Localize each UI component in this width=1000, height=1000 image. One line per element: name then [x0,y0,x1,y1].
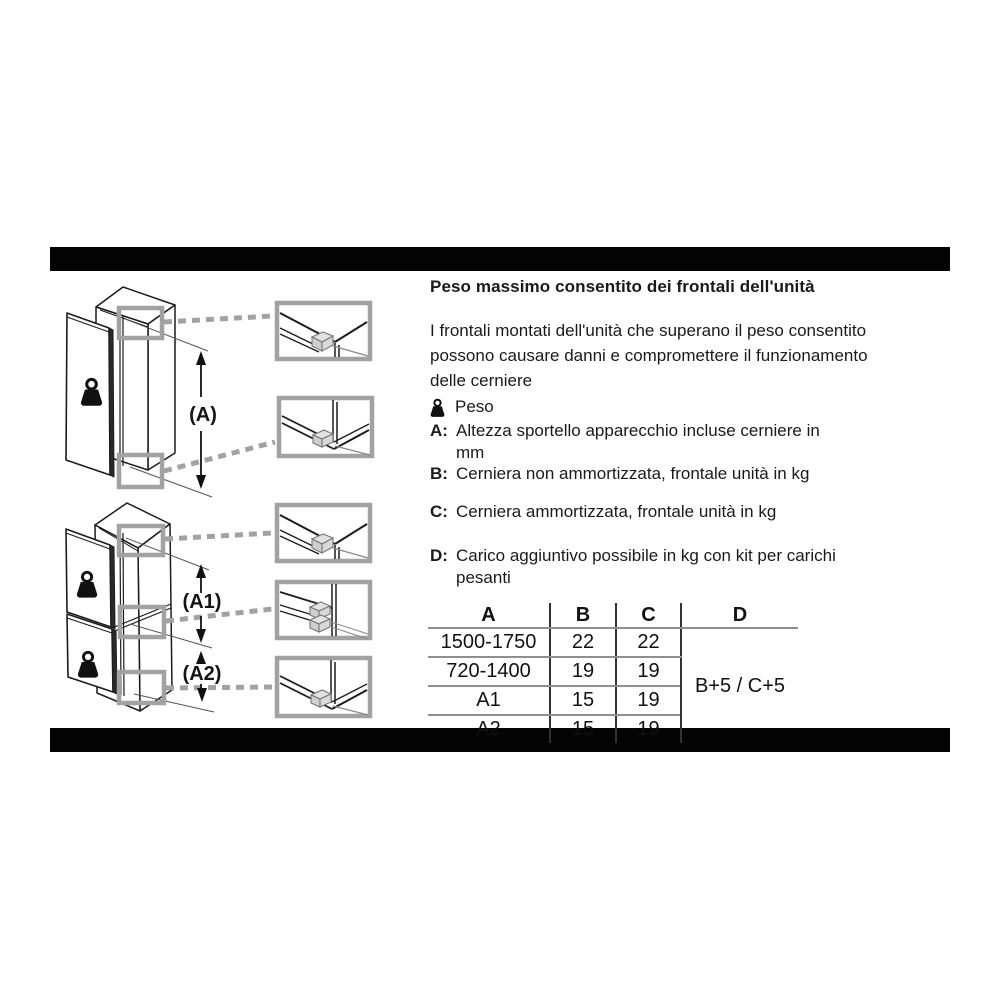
page-title: Peso massimo consentito dei frontali dell'unità [430,277,815,296]
cell-c: 19 [616,657,681,686]
hinge-detail-box [277,658,370,716]
figure-double-door [50,498,425,735]
definition-key: B: [430,464,448,483]
hinge-detail-box [277,505,370,561]
dimension-label-a1: (A1) [182,591,222,613]
definition-d [430,545,947,588]
definition-text: Altezza sportello apparecchio incluse cerniere in [456,421,820,440]
intro-line: possono causare danni e compromettere il funzionamento [430,346,868,365]
col-header-d: D [681,603,798,628]
peso-legend [430,396,947,418]
intro-paragraph [430,318,947,393]
definition-b [430,463,947,485]
definition-key: A: [430,421,448,440]
hinge-detail-box [277,303,370,359]
col-header-c: C [616,603,681,628]
callout-dashed-line [164,316,272,322]
callout-dashed-line [165,533,272,539]
cell-a: A2 [476,718,501,740]
cell-c: 22 [616,628,681,657]
definition-a [430,420,947,463]
weight-table [428,603,798,743]
hinge-detail-box [279,398,372,456]
hinge-detail-box [277,582,370,639]
cell-b: 15 [550,715,616,743]
cell-c: 19 [616,715,681,743]
definition-text: mm [456,442,485,462]
definition-text: pesanti [456,567,511,587]
definition-text: Carico aggiuntivo possibile in kg con kit per carichi [456,546,836,565]
definition-key: C: [430,501,448,521]
intro-line: I frontali montati dell'unità che superano il peso consentito [430,321,867,340]
cell-b: 19 [550,657,616,686]
top-divider-bar [50,247,950,271]
cell-b: 15 [550,686,616,715]
cell-b: 22 [550,628,616,657]
cell-c: 19 [616,686,681,715]
col-header-a: A [428,603,550,628]
figure-single-door [50,285,425,505]
cell-d-merged: B+5 / C+5 [681,628,798,743]
peso-label: Peso [455,397,494,416]
cell-a: 720-1400 [428,657,550,686]
definition-list [430,420,947,588]
col-header-b: B [550,603,616,628]
definition-c [430,501,947,523]
text-column [430,277,947,743]
cell-a: 1500-1750 [428,628,550,657]
callout-dashed-line [166,687,272,688]
weight-icon [430,398,445,417]
definition-key: D: [430,546,448,565]
cell-a: A1 [428,686,550,715]
definition-text: Cerniera ammortizzata, frontale unità in kg [456,501,777,521]
intro-line: delle cerniere [430,371,533,390]
dimension-label-a: (A) [189,404,217,426]
definition-text: Cerniera non ammortizzata, frontale unità in kg [456,464,810,483]
table-header-row [428,603,798,628]
callout-dashed-line [164,442,275,471]
dimension-label-a2: (A2) [182,663,222,685]
table-row [428,628,798,657]
